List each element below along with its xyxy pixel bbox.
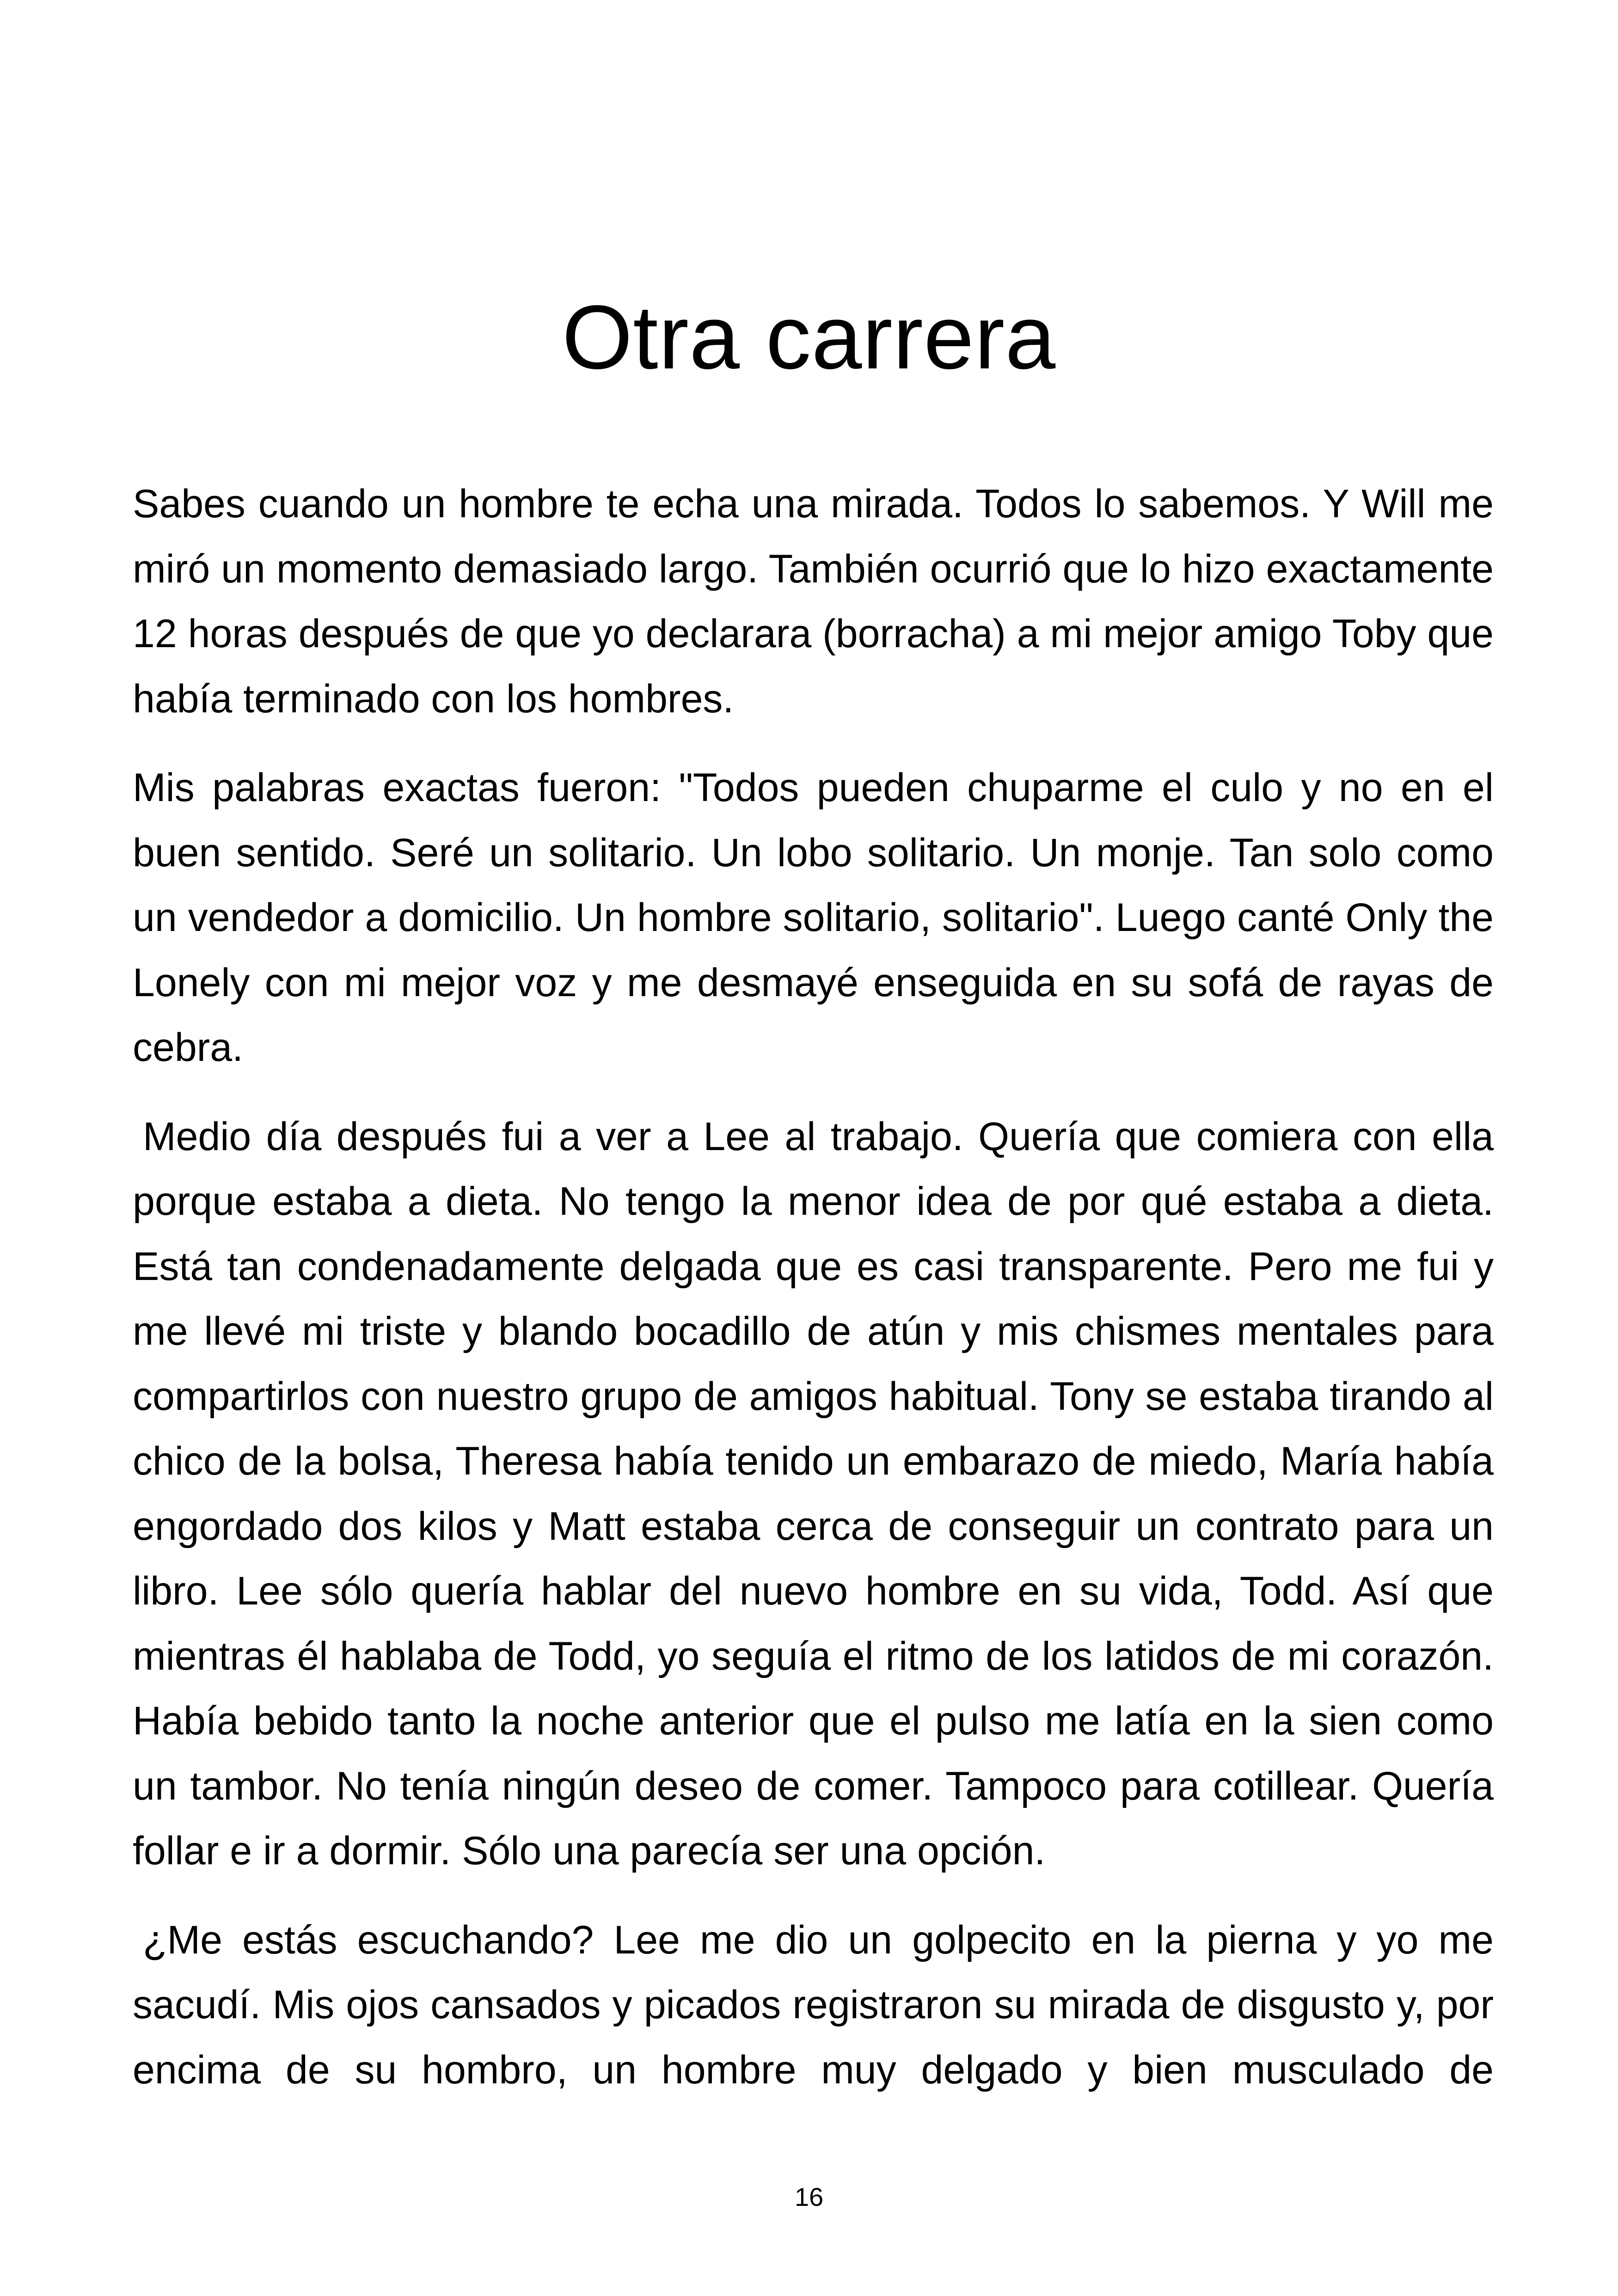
paragraph-1: Sabes cuando un hombre te echa una mirada. Todos lo sabemos. Y Will me miró un momento demasiado largo. También ocurrió que lo hizo exactamente 12 horas después de que yo declarara (borracha) a mi mejor amigo Toby que había terminado con los hombres. [133, 482, 1494, 721]
chapter-title: Otra carrera [562, 287, 1056, 388]
body-text [133, 471, 1494, 2102]
page-number: 16 [794, 2182, 824, 2211]
paragraph-4: ¿Me estás escuchando? Lee me dio un golpecito en la pierna y yo me sacudí. Mis ojos cansados y picados registraron su mirada de disgusto y, por encima de su hombro, un hombre muy delgado y bien musculado de [133, 1917, 1494, 2092]
paragraph-3: Medio día después fui a ver a Lee al trabajo. Quería que comiera con ella porque estaba a dieta. No tengo la menor idea de por qué estaba a dieta. Está tan condenadamente delgada que es casi transparente. Pero me fui y me llevé mi triste y blando bocadillo de atún y mis chismes mentales para compartirlos con nuestro grupo de amigos habitual. Tony se estaba tirando al chico de la bolsa, Theresa había tenido un embarazo de miedo, María había engordado dos kilos y Matt estaba cerca de conseguir un contrato para un libro. Lee sólo quería hablar del nuevo hombre en su vida, Todd. Así que mientras él hablaba de Todd, yo seguía el ritmo de los latidos de mi corazón. Había bebido tanto la noche anterior que el pulso me latía en la sien como un tambor. No tenía ningún deseo de comer. Tampoco para cotillear. Quería follar e ir a dormir. Sólo una parecía ser una opción. [133, 1114, 1494, 1873]
paragraph-2: Mis palabras exactas fueron: "Todos pueden chuparme el culo y no en el buen sentido. Seré un solitario. Un lobo solitario. Un monje. Tan solo como un vendedor a domicilio. Un hombre solitario, solitario". Luego canté Only the Lonely con mi mejor voz y me desmayé enseguida en su sofá de rayas de cebra. [133, 765, 1494, 1070]
